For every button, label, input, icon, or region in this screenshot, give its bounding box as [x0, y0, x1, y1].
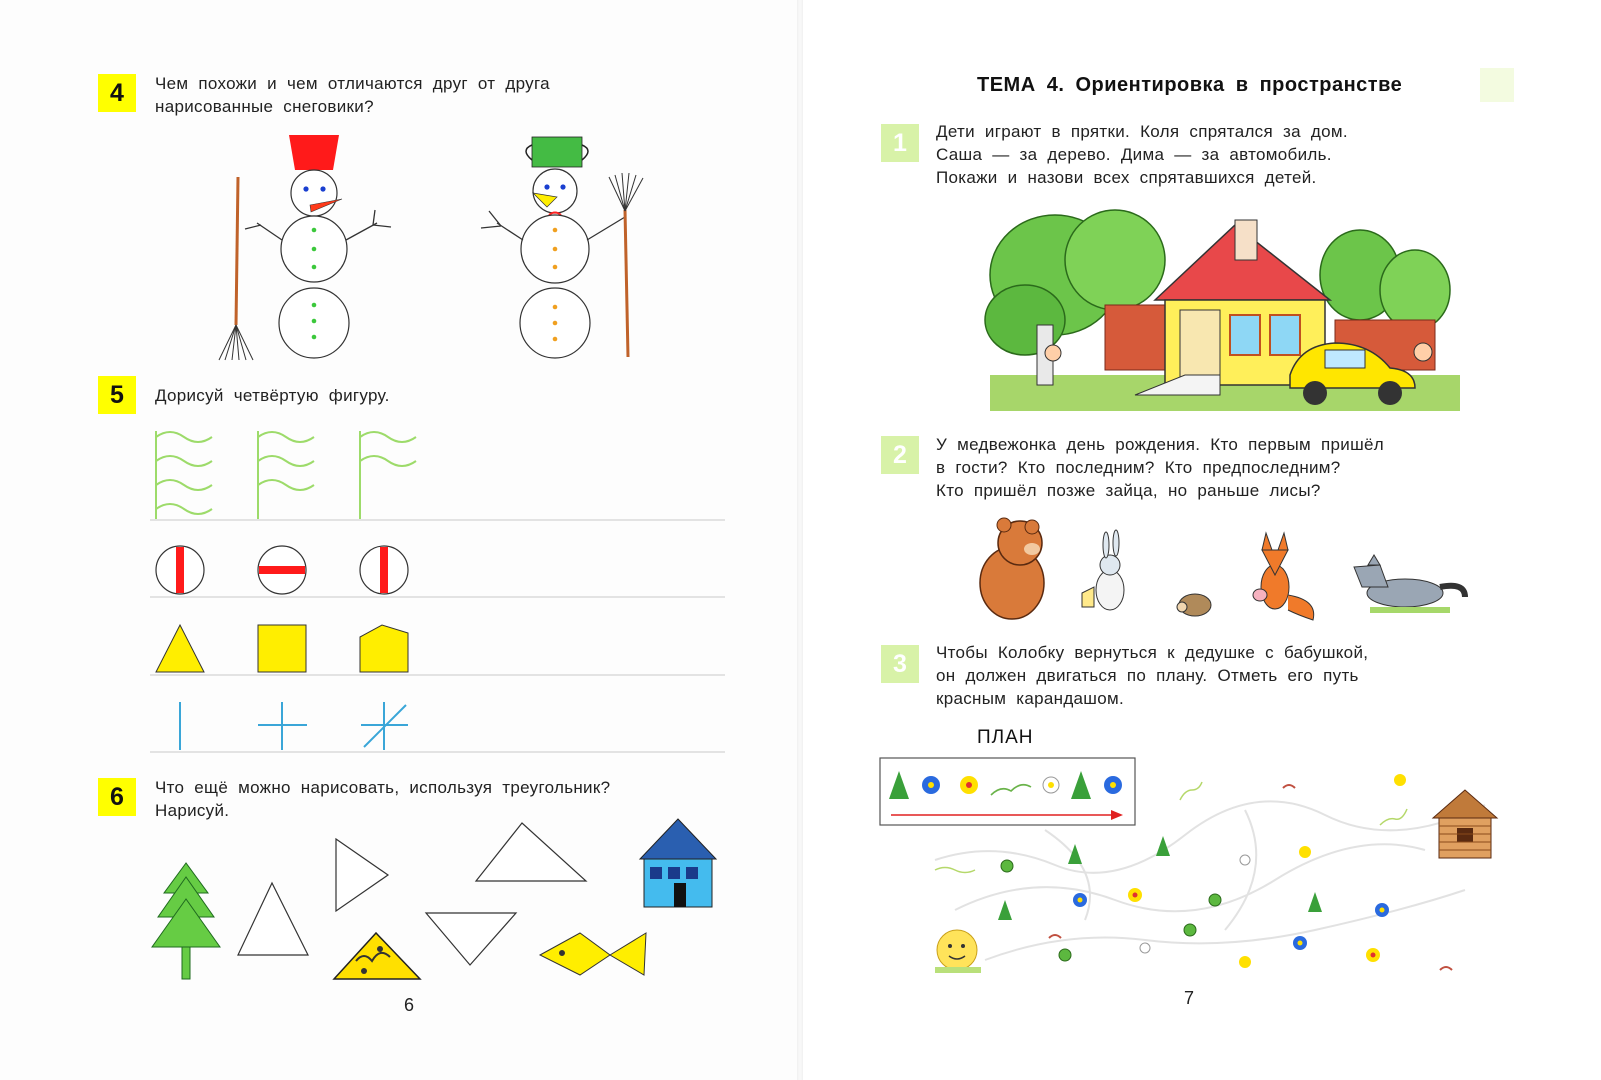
- hare-icon: [1082, 530, 1124, 610]
- task-number-1: 1: [881, 124, 919, 162]
- task-6-text: Что ещё можно нарисовать, используя треугольник? Нарисуй.: [155, 778, 611, 820]
- task-number-2: 2: [881, 436, 919, 474]
- pizza-slice-icon: [334, 933, 420, 979]
- task-number-6: 6: [98, 778, 136, 816]
- triangle-outline-4: [426, 913, 516, 965]
- snowmen-illustration: [205, 125, 665, 370]
- triangle-outline-2: [336, 839, 388, 911]
- kolobok-map: [925, 770, 1495, 985]
- book-gutter: [797, 0, 803, 1080]
- log-hut-icon: [1433, 790, 1497, 858]
- kolobok-icon: [935, 930, 981, 973]
- polygon-figures: [156, 625, 408, 672]
- circle-figures: [156, 546, 408, 594]
- task-1-text: Дети играют в прятки. Коля спрятался за дом. Саша — за дерево. Дима — за автомобиль. Покажи и назови всех спрятавшихся детей.: [936, 122, 1348, 187]
- triangle-drawings: [150, 815, 730, 990]
- fir-tree-icon: [998, 836, 1322, 920]
- bear-icon: [980, 518, 1044, 619]
- plan-label: ПЛАН: [977, 727, 1034, 748]
- line-figures: [180, 702, 408, 750]
- triangle-outline-3: [476, 823, 586, 881]
- wave-figures: [156, 431, 416, 520]
- fish-icon: [540, 933, 646, 975]
- hedgehog-icon: [1177, 594, 1211, 616]
- fox-icon: [1253, 533, 1314, 620]
- snowman-bucket-icon: [219, 135, 391, 360]
- task-number-5: 5: [98, 376, 136, 414]
- snowman-pot-icon: [481, 137, 643, 358]
- fir-tree-icon: [152, 863, 220, 979]
- triangle-outline-1: [238, 883, 308, 955]
- task-4-text: Чем похожи и чем отличаются друг от друга нарисованные снеговики?: [155, 74, 550, 116]
- page-number-left: 6: [404, 995, 415, 1015]
- topic-title: ТЕМА 4. Ориентировка в пространстве: [977, 74, 1403, 96]
- task-5-text: Дорисуй четвёртую фигуру.: [155, 386, 390, 405]
- figure-sequences: [150, 425, 740, 765]
- animals-row: [970, 515, 1470, 625]
- hide-and-seek-illustration: [985, 205, 1465, 415]
- task-number-3: 3: [881, 645, 919, 683]
- task-number-4: 4: [98, 74, 136, 112]
- house-icon: [640, 819, 716, 907]
- wolf-icon: [1354, 555, 1465, 613]
- topic-tab: [1480, 68, 1514, 102]
- task-3-text: Чтобы Колобку вернуться к дедушке с бабушкой, он должен двигаться по плану. Отметь его путь красным карандашом.: [936, 643, 1369, 708]
- page-number-right: 7: [1184, 988, 1195, 1008]
- task-2-text: У медвежонка день рождения. Кто первым пришёл в гости? Кто последним? Кто предпоследним? Кто пришёл позже зайца, но раньше лисы?: [936, 435, 1384, 500]
